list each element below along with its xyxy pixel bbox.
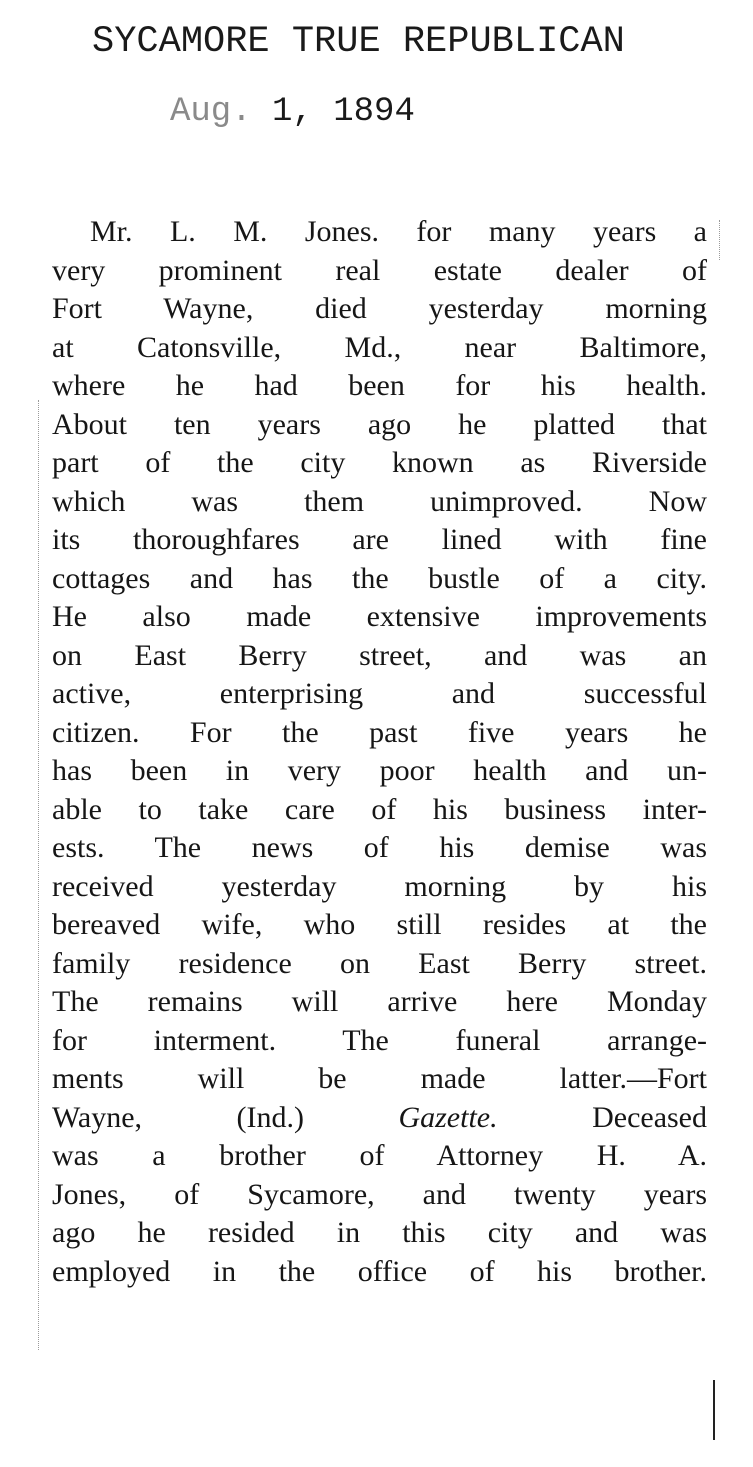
article-line: bereaved wife, who still resides at the bbox=[52, 908, 707, 941]
article-line: able to take care of his business inter- bbox=[52, 792, 707, 826]
article-line: citizen. For the past five years he bbox=[52, 715, 707, 749]
article-line: The remains will arrive here Monday bbox=[52, 985, 707, 1018]
column-rule-right bbox=[713, 1380, 715, 1440]
article-line: ago he resided in this city and was bbox=[52, 1216, 707, 1249]
source-publication: Gazette. bbox=[398, 1100, 498, 1134]
article-line: family residence on East Berry street. bbox=[52, 946, 707, 980]
article-line: About ten years ago he platted that bbox=[52, 407, 707, 441]
article-line: employed in the office of his brother. bbox=[52, 1254, 707, 1288]
article-line: active, enterprising and successful bbox=[52, 677, 707, 710]
article-line: at Catonsville, Md., near Baltimore, bbox=[52, 330, 707, 364]
article-line-with-source bbox=[52, 1099, 707, 1138]
deceased-word: Deceased bbox=[497, 1100, 708, 1134]
article-line: ments will be made latter.—Fort bbox=[52, 1062, 707, 1095]
article-line: was a brother of Attorney H. A. bbox=[52, 1139, 707, 1172]
article-line: part of the city known as Riverside bbox=[52, 446, 707, 479]
article-line: on East Berry street, and was an bbox=[52, 638, 707, 672]
column-rule-left bbox=[38, 400, 39, 1350]
article-line: where he had been for his health. bbox=[52, 369, 707, 402]
source-city: Wayne, (Ind.) bbox=[52, 1100, 399, 1134]
article-line: for interment. The funeral arrange- bbox=[52, 1023, 707, 1057]
article-line: received yesterday morning by his bbox=[52, 869, 707, 903]
article-line: which was them unimproved. Now bbox=[52, 484, 707, 518]
article-line: Jones, of Sycamore, and twenty years bbox=[52, 1177, 707, 1211]
article-line: very prominent real estate dealer of bbox=[52, 253, 707, 287]
article-line: ests. The news of his demise was bbox=[52, 831, 707, 864]
article-line: cottages and has the bustle of a city. bbox=[52, 561, 707, 595]
column-rule-top bbox=[719, 220, 720, 260]
publication-date bbox=[170, 92, 570, 132]
date-month: Aug. bbox=[170, 93, 252, 131]
article-line: Mr. L. M. Jones. for many years a bbox=[90, 215, 707, 248]
article-body bbox=[52, 213, 707, 1291]
date-day-year: 1, 1894 bbox=[251, 93, 415, 131]
article-line: its thoroughfares are lined with fine bbox=[52, 523, 707, 556]
article-line: has been in very poor health and un- bbox=[52, 754, 707, 787]
article-line: He also made extensive improvements bbox=[52, 600, 707, 633]
article-line: Fort Wayne, died yesterday morning bbox=[52, 292, 707, 325]
newspaper-masthead: SYCAMORE TRUE REPUBLICAN bbox=[92, 21, 625, 63]
